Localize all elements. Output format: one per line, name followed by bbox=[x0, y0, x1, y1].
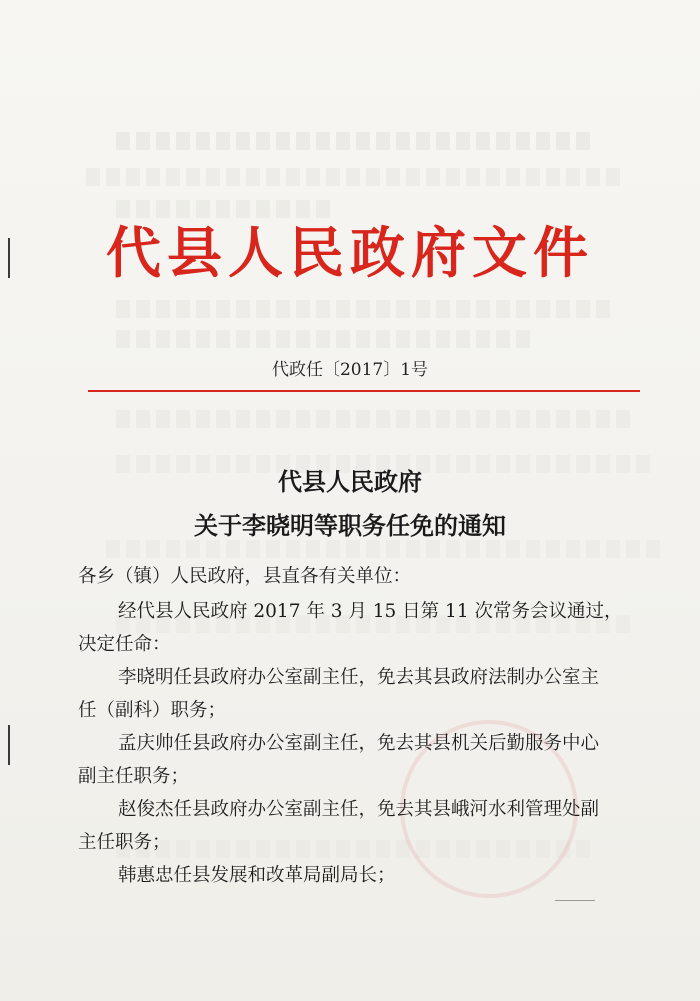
document-number: 代政任〔2017〕1号 bbox=[271, 360, 429, 380]
bleed-through-text bbox=[100, 540, 660, 558]
salutation: 各乡（镇）人民政府，县直各有关单位： bbox=[78, 566, 412, 587]
body-line: 赵俊杰任县政府办公室副主任，免去其县峨河水利管理处副 bbox=[118, 799, 600, 820]
body-line: 主任职务； bbox=[78, 832, 171, 853]
body-line: 李晓明任县政府办公室副主任，免去其县政府法制办公室主 bbox=[118, 667, 600, 688]
bleed-through-text bbox=[110, 200, 330, 218]
body-line: 任（副科）职务； bbox=[78, 700, 227, 721]
body-line: 决定任命： bbox=[78, 634, 171, 655]
binding-mark bbox=[8, 725, 10, 765]
body-line: 副主任职务； bbox=[78, 766, 190, 787]
bleed-through-text bbox=[110, 410, 630, 428]
notice-title-line1: 代县人民政府 bbox=[278, 467, 422, 496]
page-footer-dash bbox=[555, 900, 595, 901]
bleed-through-text bbox=[80, 168, 620, 186]
bleed-through-text bbox=[110, 132, 590, 150]
bleed-through-text bbox=[110, 330, 530, 348]
body-line: 韩惠忠任县发展和改革局副局长； bbox=[118, 865, 396, 886]
notice-title-line2: 关于李晓明等职务任免的通知 bbox=[194, 511, 506, 540]
bleed-through-text bbox=[110, 300, 610, 318]
body-line: 经代县人民政府 2017 年 3 月 15 日第 11 次常务会议通过， bbox=[118, 601, 623, 622]
body-line: 孟庆帅任县政府办公室副主任，免去其县机关后勤服务中心 bbox=[118, 733, 600, 754]
red-divider-line bbox=[88, 390, 640, 392]
document-header-title: 代县人民政府文件 bbox=[105, 221, 594, 285]
